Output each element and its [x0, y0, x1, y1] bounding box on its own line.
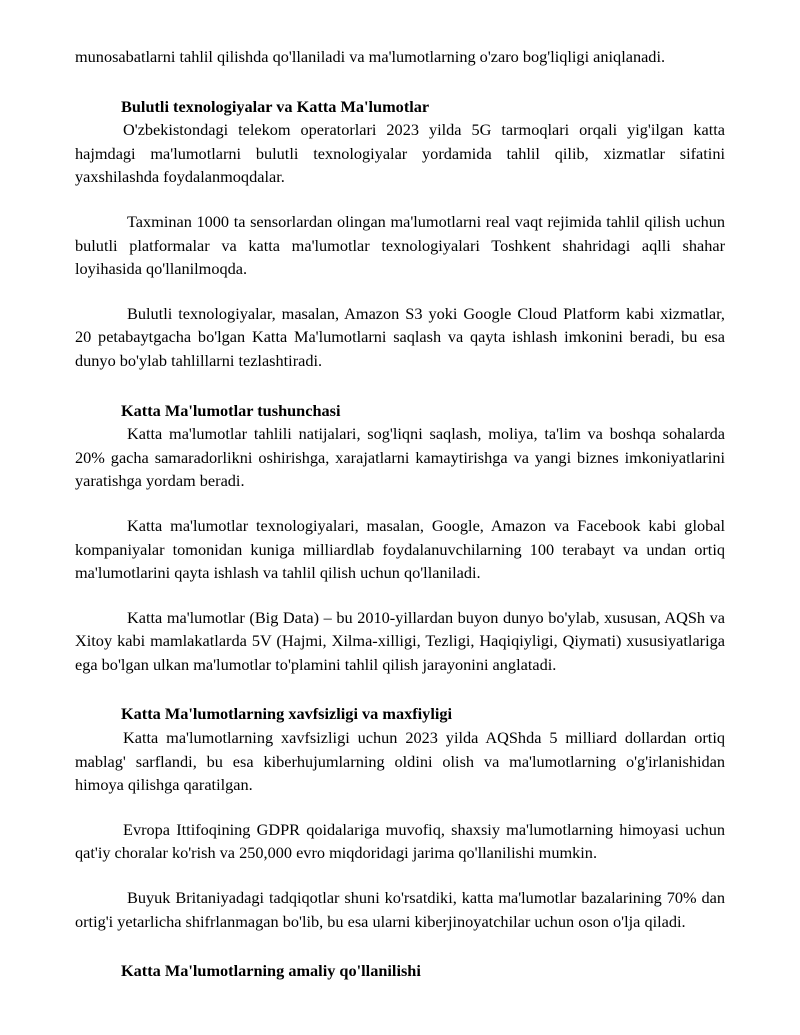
spacer — [75, 933, 725, 959]
paragraph-us-security: Katta ma'lumotlarning xavfsizligi uchun 2023 yilda AQShda 5 milliard dollardan ortiq mablag' sarflandi, bu esa kiberhujumlarning oldini olish va ma'lumotlarning o'g'irlanishidan himoya qilishga qaratilgan. — [75, 728, 725, 795]
spacer — [75, 585, 725, 606]
paragraph-telecom: O'zbekistondagi telekom operatorlari 2023 yilda 5G tarmoqlari orqali yig'ilgan katta hajmdagi ma'lumotlarni bulutli texnologiyalar yordamida tahlil qilib, xizmatlar sifatini yaxshilashda foydalanmoqdalar. — [75, 120, 725, 187]
section-heading-practical-use: Katta Ma'lumotlarning amaliy qo'llanilishi — [121, 961, 421, 981]
paragraph-continuation: munosabatlarni tahlil qilishda qo'llaniladi va ma'lumotlarning o'zaro bog'liqligi aniqlanadi. — [75, 47, 666, 66]
spacer — [75, 493, 725, 514]
spacer — [75, 676, 725, 702]
paragraph-cloud-services: Bulutli texnologiyalar, masalan, Amazon S3 yoki Google Cloud Platform kabi xizmatlar, 20 petabaytgacha bo'lgan Katta Ma'lumotlarni saqlash va qayta ishlash imkonini beradi, bu esa dunyo bo'ylab tahlillarni tezlashtiradi. — [75, 303, 725, 370]
spacer — [75, 373, 725, 399]
paragraph-analysis-results: Katta ma'lumotlar tahlili natijalari, sog'liqni saqlash, moliya, ta'lim va boshqa sohalarda 20% gacha samaradorlikni oshirishga, xarajatlarni kamaytirishga va yangi biznes imkoniyatlarini yaratishga yordam beradi. — [75, 424, 725, 491]
spacer — [75, 281, 725, 302]
paragraph-global-companies: Katta ma'lumotlar texnologiyalari, masalan, Google, Amazon va Facebook kabi global kompaniyalar tomonidan kuniga milliardlab foydalanuvchilarning 100 terabayt va undan ortiq ma'lumotlarini qayta ishlash va tahlil qilish uchun qo'llaniladi. — [75, 515, 725, 583]
section-heading-concept: Katta Ma'lumotlar tushunchasi — [121, 400, 341, 420]
spacer — [75, 189, 725, 210]
paragraph-sensors: Taxminan 1000 ta sensorlardan olingan ma'lumotlarni real vaqt rejimida tahlil qilish uchun bulutli platformalar va katta ma'lumotlar texnologiyalari Toshkent shahridagi aqlli shahar loyihasida qo'llanilmoqda. — [75, 211, 725, 279]
paragraph-uk-research: Buyuk Britaniyadagi tadqiqotlar shuni ko'rsatdiki, katta ma'lumotlar bazalarining 70% dan ortig'i yetarlicha shifrlanmagan bo'lib, bu esa ularni kiberjinoyatchilar uchun oson o'lja qiladi. — [75, 888, 725, 931]
spacer — [75, 865, 725, 886]
section-heading-cloud: Bulutli texnologiyalar va Katta Ma'lumotlar — [121, 96, 430, 116]
spacer — [75, 69, 725, 95]
section-heading-security: Katta Ma'lumotlarning xavfsizligi va maxfiyligi — [121, 704, 453, 724]
spacer — [75, 797, 725, 818]
paragraph-big-data-definition: Katta ma'lumotlar (Big Data) – bu 2010-yillardan buyon dunyo bo'ylab, xususan, AQSh va Xitoy kabi mamlakatlarda 5V (Hajmi, Xilma-xilligi, Tezligi, Haqiqiyligi, Qiymati) xususiyatlariga ega bo'lgan ulkan ma'lumotlar to'plamini tahlil qilish jarayonini anglatadi. — [75, 607, 725, 674]
paragraph-gdpr: Evropa Ittifoqining GDPR qoidalariga muvofiq, shaxsiy ma'lumotlarning himoyasi uchun qat'iy choralar ko'rish va 250,000 evro miqdoridagi jarima qo'llanilishi mumkin. — [75, 819, 725, 863]
